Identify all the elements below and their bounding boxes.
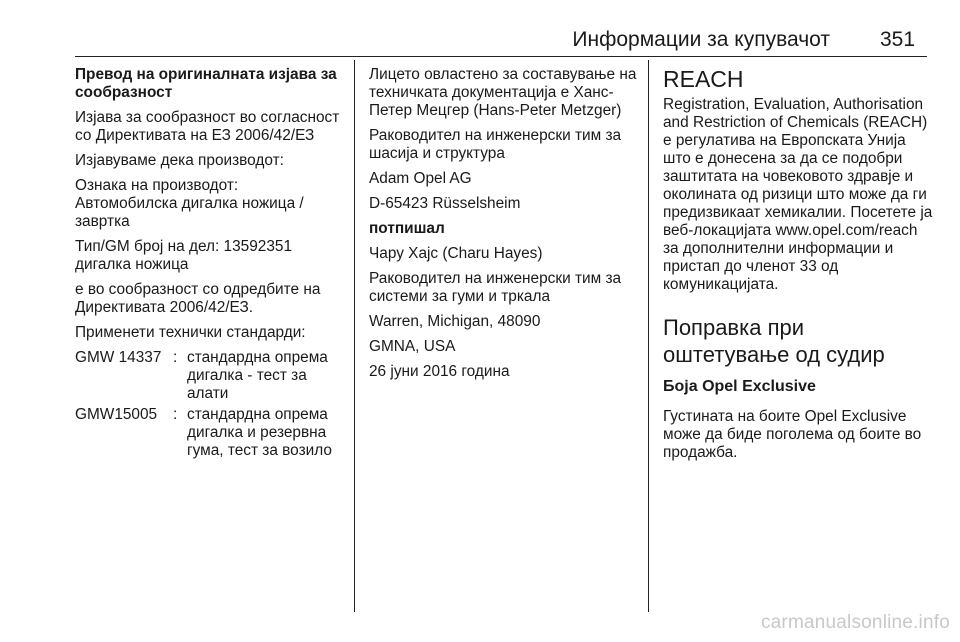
col2-paragraph: Лицето овластено за составување на техничката документација е Ханс-Петер Мецгер (Hans-Peter Metzger) (369, 66, 637, 119)
watermark-logo: carmanualsonline.info (760, 612, 950, 633)
paint-paragraph: Густината на боите Opel Exclusive може да биде поголема од боите во продажба. (663, 408, 922, 461)
standard-description: стандардна опрема дигалка - тест за алати (187, 349, 328, 402)
standards-table (75, 349, 343, 460)
col1-paragraph: Ознака на производот: Автомобилска дигалка ножица / завртка (75, 177, 304, 230)
col2-paragraph: Раководител на инженерски тим за системи за гуми и тркала (369, 270, 622, 305)
col2-paragraph: Adam Opel AG (369, 170, 472, 187)
page-number: 351 (880, 28, 916, 51)
col1-paragraph: е во сообразност со одредбите на Директивата 2006/42/ЕЗ. (75, 281, 321, 316)
col1-paragraph: Тип/GM број на дел: 13592351 дигалка ножица (75, 238, 293, 273)
col1-paragraph: Применети технички стандарди: (75, 324, 306, 341)
table-row (75, 349, 343, 403)
col2-paragraph: Раководител на инженерски тим за шасија и структура (369, 127, 622, 162)
sub-heading: Боја Opel Exclusive (663, 378, 816, 395)
col2-paragraph: 26 јуни 2016 година (369, 363, 510, 380)
standard-description: стандардна опрема дигалка и резервна гума, тест за возило (187, 406, 332, 459)
standard-code: GMW15005 (75, 406, 158, 423)
col2-paragraph: GMNA, USA (369, 338, 456, 355)
column-divider-2 (648, 60, 649, 612)
col2-paragraph: Чару Хајс (Charu Hayes) (369, 245, 543, 262)
header-divider (75, 56, 927, 57)
col2-paragraph: D-65423 Rüsselsheim (369, 195, 521, 212)
col2-paragraph: Warren, Michigan, 48090 (369, 313, 541, 330)
table-row (75, 406, 343, 460)
standard-code: GMW 14337 (75, 349, 162, 366)
column-3 (663, 66, 933, 469)
column-1 (75, 66, 343, 463)
standard-colon: : (173, 349, 178, 366)
signed-label: потпишал (369, 220, 445, 237)
reach-paragraph: Registration, Evaluation, Authorisation and Restriction of Chemicals (REACH) е регулатива на Европската Унија што е донесена за да се подобри заштитата на човековото здравје и околината од ризици што може да ги предизвикаат хемикалии. Посетете ја веб-локацијата www.opel.com/reach за дополнителни информации и пристап до членот 33 од комуникацијата. (663, 96, 933, 293)
standard-colon: : (173, 406, 178, 423)
col1-paragraph: Изјавуваме дека производот: (75, 152, 284, 169)
col1-heading: Превод на оригиналната изјава за сообразност (75, 66, 337, 101)
column-divider-1 (354, 60, 355, 612)
reach-heading: REACH (663, 66, 744, 92)
col1-paragraph: Изјава за сообразност во согласност со Директивата на ЕЗ 2006/42/ЕЗ (75, 109, 340, 144)
section-heading: Поправка при оштетување од судир (663, 315, 885, 367)
column-2 (369, 66, 639, 388)
header-title: Информации за купувачот (572, 28, 830, 51)
